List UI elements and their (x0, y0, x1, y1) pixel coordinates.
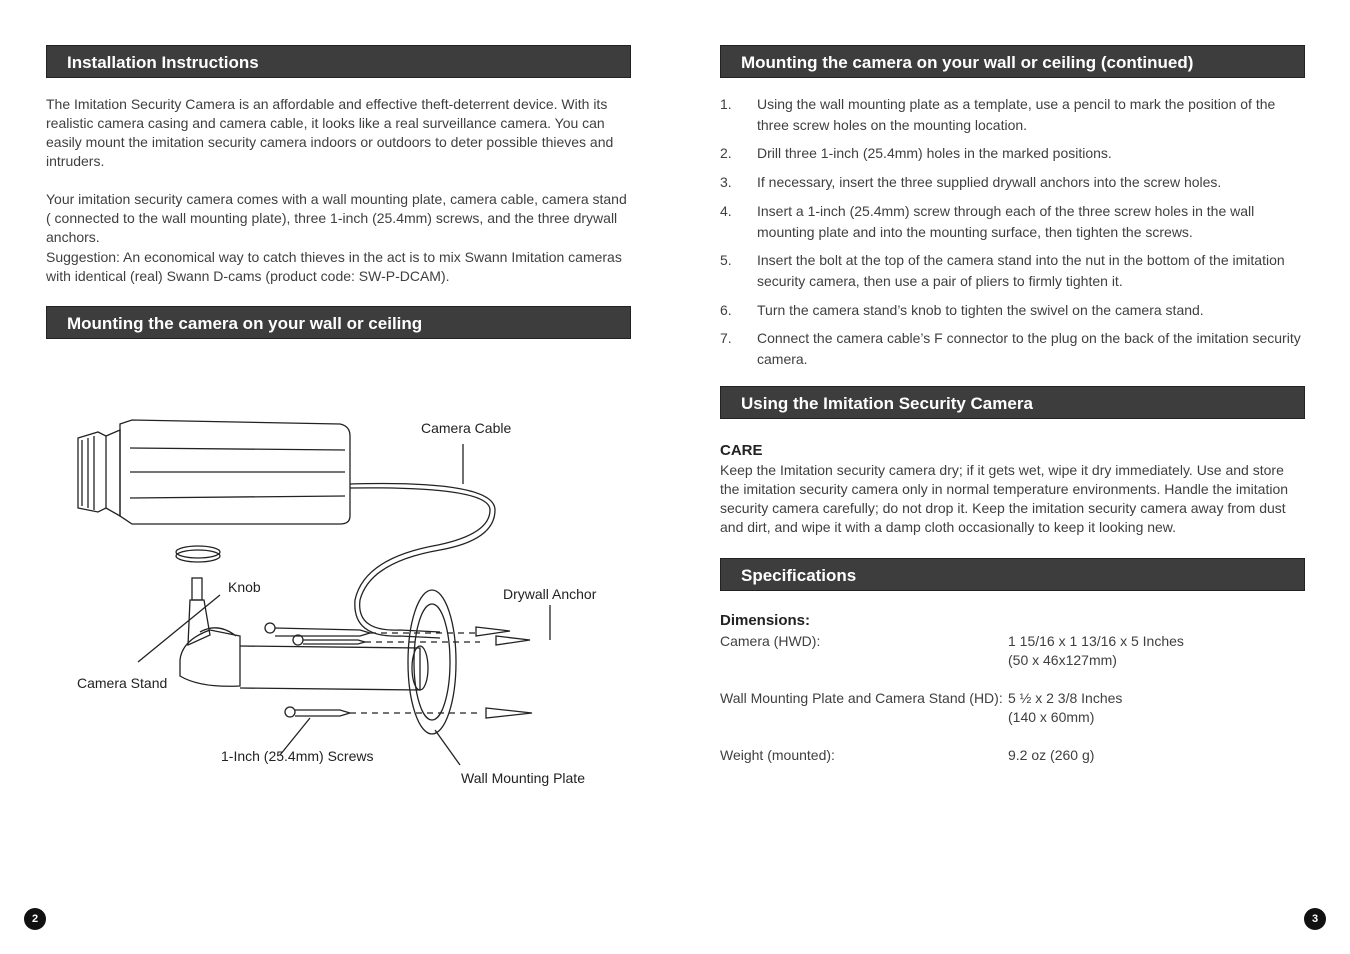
care-paragraph: Keep the Imitation security camera dry; if it gets wet, wipe it dry immediately. Use and store the imitation security camera only in normal temperature environments. Handle the imitation security camera carefully; do not drop it. Keep the imitation security camera away from dust and dirt, and wipe it with a damp cloth occasionally to keep it looking new. (720, 462, 1289, 535)
step-text: Drill three 1-inch (25.4mm) holes in the marked positions. (757, 145, 1112, 161)
bolt (192, 578, 202, 600)
camera-stand (180, 630, 240, 686)
step-number: 5. (720, 252, 732, 268)
using-camera-heading: Using the Imitation Security Camera (720, 386, 1305, 419)
step-number: 2. (720, 145, 732, 161)
spec-camera-label: Camera (HWD): (720, 633, 821, 649)
spec-camera-value-metric: (50 x 46x127mm) (1008, 652, 1117, 668)
care-heading: CARE (720, 442, 763, 459)
installation-instructions-heading: Installation Instructions (46, 45, 631, 78)
drywall-anchor (476, 627, 510, 636)
spec-camera-value: 1 15/16 x 1 13/16 x 5 Inches (1008, 633, 1184, 649)
spec-plate-value: 5 ½ x 2 3/8 Inches (1008, 690, 1123, 706)
step-text: Using the wall mounting plate as a template, use a pencil to mark the position of the three screw holes on the mounting location. (757, 96, 1276, 133)
step-number: 6. (720, 302, 732, 318)
spec-plate-label: Wall Mounting Plate and Camera Stand (HD): (720, 690, 1003, 706)
dimensions-heading: Dimensions: (720, 612, 811, 629)
spec-plate-value-metric: (140 x 60mm) (1008, 709, 1095, 725)
wall-mounting-plate-label: Wall Mounting Plate (461, 770, 585, 786)
page-number-left: 2 (24, 908, 46, 930)
step-number: 1. (720, 96, 732, 112)
step-number: 3. (720, 174, 732, 190)
step-number: 4. (720, 203, 732, 219)
step-text: Insert the bolt at the top of the camera stand into the nut in the bottom of the imitation security camera, then use a pair of pliers to firmly tighten it. (757, 252, 1285, 289)
camera-stand-label: Camera Stand (77, 675, 168, 691)
suggestion-paragraph: Suggestion: An economical way to catch thieves in the act is to mix Swann Imitation cameras with identical (real) Swann D-cams (product code: SW-P-DCAM). (46, 249, 622, 284)
specifications-heading: Specifications (720, 558, 1305, 591)
camera-cable-line (350, 484, 495, 632)
page-number-right: 3 (1304, 908, 1326, 930)
step-text: Turn the camera stand’s knob to tighten the swivel on the camera stand. (757, 302, 1204, 318)
drywall-anchor-label: Drywall Anchor (503, 586, 597, 602)
step-text: Insert a 1-inch (25.4mm) screw through each of the three screw holes in the wall mounting plate and into the mounting surface, then tighten the screws. (757, 203, 1255, 240)
mounting-heading: Mounting the camera on your wall or ceiling (46, 306, 631, 339)
mounting-continued-heading: Mounting the camera on your wall or ceiling (continued) (720, 45, 1305, 78)
step-number: 7. (720, 330, 732, 346)
camera-cable-label: Camera Cable (421, 420, 512, 436)
intro-paragraph-2: Your imitation security camera comes with a wall mounting plate, camera cable, camera stand ( connected to the wall mounting plate), three 1-inch (25.4mm) screws, and the three drywall anchors. (46, 191, 627, 245)
knob-label: Knob (228, 579, 261, 595)
step-text: If necessary, insert the three supplied drywall anchors into the screw holes. (757, 174, 1222, 190)
screws-label: 1-Inch (25.4mm) Screws (221, 748, 374, 764)
intro-paragraph-1: The Imitation Security Camera is an affordable and effective theft-deterrent device. With its realistic camera casing and camera cable, it looks like a real surveillance camera. You can easily mount the imitation security camera indoors or outdoors to deter possible thieves and intruders. (46, 96, 614, 169)
spec-weight-value: 9.2 oz (260 g) (1008, 747, 1095, 763)
spec-weight-label: Weight (mounted): (720, 747, 835, 763)
step-text: Connect the camera cable’s F connector to the plug on the back of the imitation security camera. (757, 330, 1301, 367)
